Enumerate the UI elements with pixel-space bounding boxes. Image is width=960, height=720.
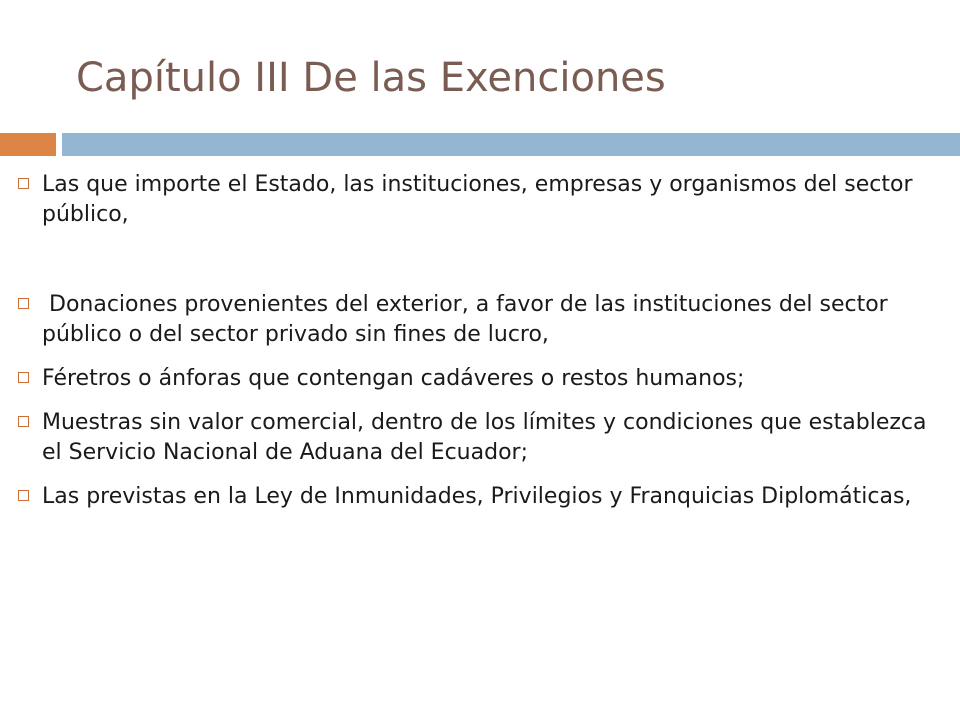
bullet-item [18,290,948,350]
slide-title: Capítulo III De las Exenciones [76,55,666,101]
bullet-text: Muestras sin valor comercial, dentro de los límites y condiciones que establezca el Servicio Nacional de Aduana del Ecuador; [42,410,927,465]
bullet-item [18,364,948,394]
bullet-text: Las que importe el Estado, las instituciones, empresas y organismos del sector público, [42,172,913,227]
square-bullet-icon [18,178,29,189]
bullet-text: Donaciones provenientes del exterior, a favor de las instituciones del sector público o del sector privado sin fines de lucro, [42,292,895,347]
square-bullet-icon [18,372,29,383]
title-accent-block [0,133,56,156]
bullet-list [18,170,948,520]
bullet-item [18,170,948,230]
title-accent-bar [62,133,960,156]
bullet-item [18,482,948,512]
bullet-text: Féretros o ánforas que contengan cadáveres o restos humanos; [42,366,745,391]
square-bullet-icon [18,416,29,427]
square-bullet-icon [18,490,29,501]
square-bullet-icon [18,298,29,309]
bullet-text: Las previstas en la Ley de Inmunidades, Privilegios y Franquicias Diplomáticas, [42,484,912,509]
bullet-item [18,408,948,468]
